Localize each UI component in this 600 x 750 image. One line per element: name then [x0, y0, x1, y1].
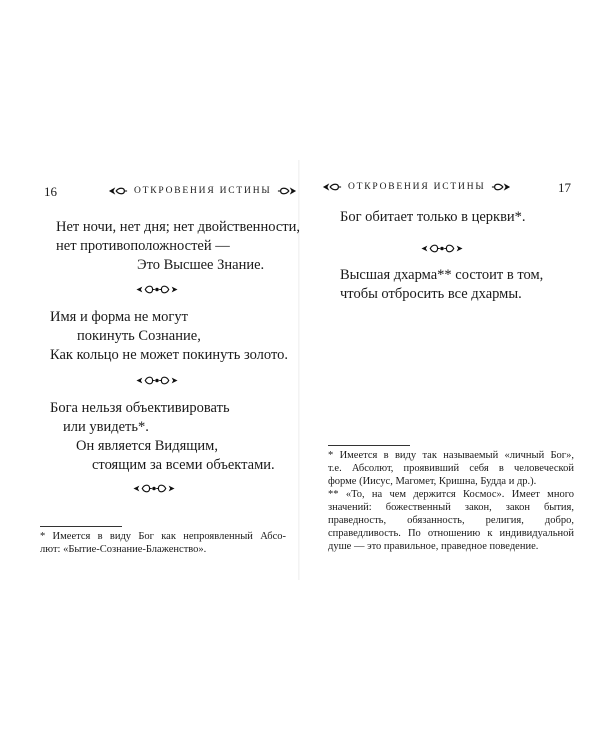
footnote-line: лют: «Бытие-Сознание-Блаженство». [40, 544, 207, 555]
footnote-line: * Имеется в виду так называемый «личный Бог», [328, 450, 574, 461]
verse-line: Бога нельзя объективировать [50, 400, 230, 416]
footnote-rule [328, 445, 410, 446]
footnotes-right [328, 449, 574, 553]
fleuron-icon [135, 375, 179, 386]
footnote-line: ** «То, на чем держится Космос». Имеет много [328, 489, 574, 500]
page-number-right: 17 [558, 180, 571, 195]
stanza-1 [56, 218, 300, 275]
verse-line: Бог обитает только в церкви*. [340, 209, 526, 225]
verse-line: нет противоположностей — [56, 238, 230, 254]
stanza-2 [50, 308, 288, 365]
stanza-3 [50, 399, 275, 475]
footnote-rule [40, 526, 122, 527]
stanza-1 [340, 208, 526, 227]
head-ornament-left-icon [322, 182, 342, 192]
verse-line: Нет ночи, нет дня; нет двойственности, [56, 219, 300, 235]
verse-line: Он является Видящим, [76, 438, 218, 454]
footnote-line: * Имеется в виду Бог как непроявленный Абсо- [40, 531, 286, 542]
running-head-text: ОТКРОВЕНИЯ ИСТИНЫ [348, 182, 486, 192]
fleuron-icon [420, 243, 464, 254]
running-head-left [108, 186, 297, 196]
verse-line: Как кольцо не может покинуть золото. [50, 347, 288, 363]
running-head-text: ОТКРОВЕНИЯ ИСТИНЫ [134, 186, 272, 196]
verse-line: Это Высшее Знание. [137, 257, 265, 273]
head-ornament-left-icon [108, 186, 128, 196]
right-page [300, 0, 600, 750]
verse-line: покинуть Сознание, [77, 328, 201, 344]
fleuron-icon [135, 284, 179, 295]
footnote-line: душе — это правильное, праведное поведение. [328, 541, 539, 552]
head-ornament-right-icon [277, 186, 297, 196]
verse-line: Имя и форма не могут [50, 309, 188, 325]
stanza-2 [340, 266, 543, 304]
fleuron-icon [132, 483, 176, 494]
footnote-line: т.е. Абсолют, проявивший себя в человеческой [328, 463, 574, 474]
footnote-line: значений: божественный закон, закон бытия, [328, 502, 574, 513]
verse-line: Высшая дхарма** состоит в том, [340, 267, 544, 283]
running-head-right [322, 182, 511, 192]
footnote-line: праведность, обязанность, религия, добро, [328, 515, 574, 526]
page-number-left: 16 [44, 184, 57, 199]
head-ornament-right-icon [491, 182, 511, 192]
footnote-left [40, 530, 286, 556]
verse-line: или увидеть*. [63, 419, 149, 435]
footnote-line: форме (Иисус, Магомет, Кришна, Будда и др.). [328, 476, 537, 487]
footnote-line: справедливость. По отношению к индивидуальной [328, 528, 574, 539]
verse-line: стоящим за всеми объектами. [92, 457, 275, 473]
verse-line: чтобы отбросить все дхармы. [340, 286, 522, 302]
